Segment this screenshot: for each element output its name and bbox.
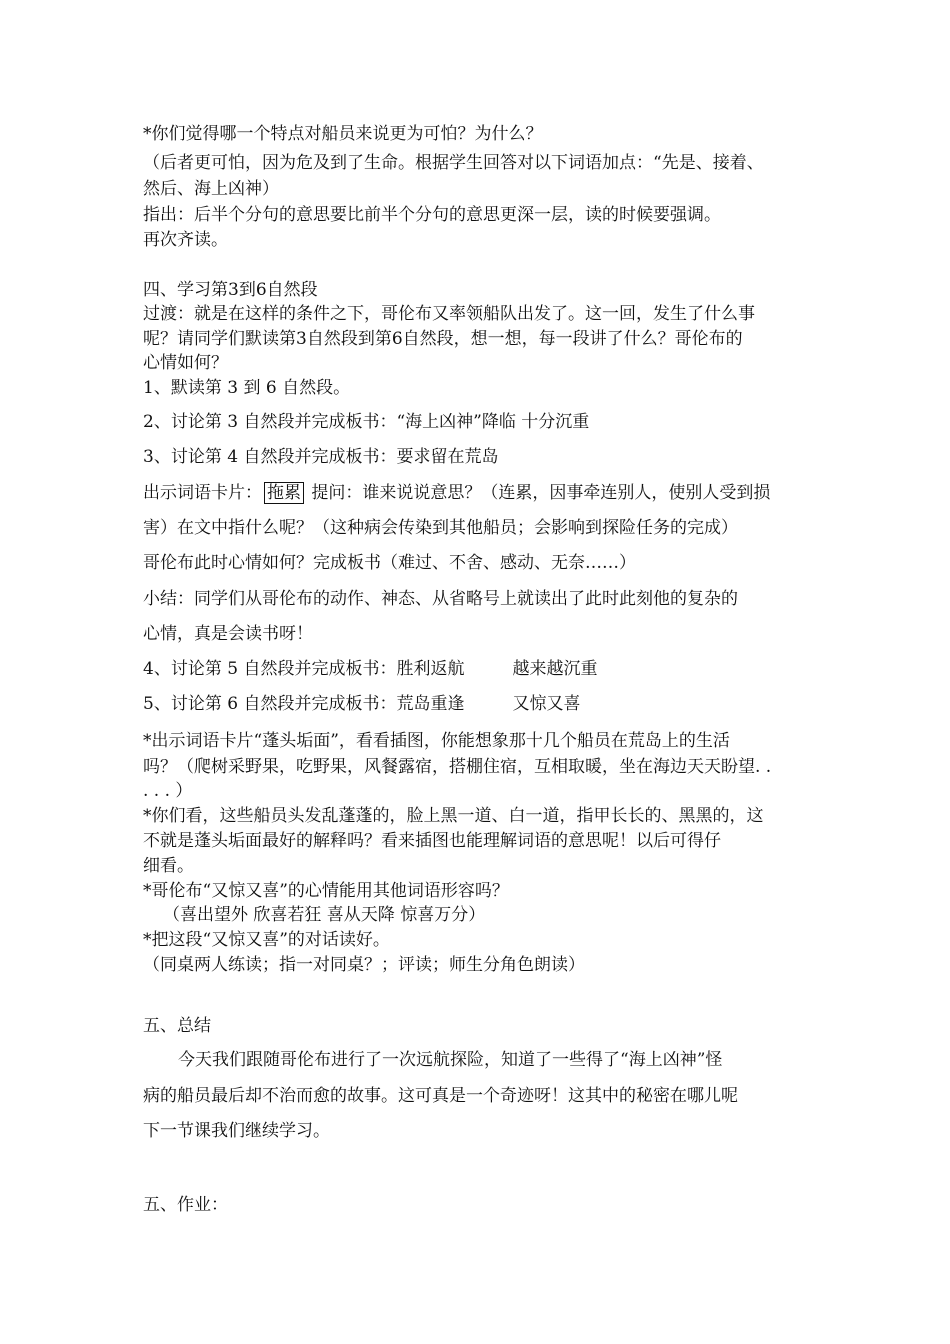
word-card-prefix: 出示词语卡片： xyxy=(143,483,262,503)
step-1: 1、默读第 3 到 6 自然段。 xyxy=(143,378,351,398)
practice-line: （同桌两人练读；指一对同桌？；评读；师生分角色朗读） xyxy=(143,955,585,975)
synonym-answers: （喜出望外 欣喜若狂 喜从天降 惊喜万分） xyxy=(163,905,486,925)
explain-line-cont: 不就是蓬头垢面最好的解释吗？看来插图也能理解词语的意思呢！以后可得仔 xyxy=(143,831,721,851)
point-out-line: 指出：后半个分句的意思要比前半个分句的意思更深一层，读的时候要强调。 xyxy=(143,205,721,225)
transition-line-cont: 呢？请同学们默读第3自然段到第6自然段，想一想，每一段讲了什么？哥伦布的 xyxy=(143,329,743,349)
answer-line: （后者更可怕，因为危及到了生命。根据学生回答对以下词语加点：“先是、接着、 xyxy=(143,153,764,173)
step-3: 3、讨论第 4 自然段并完成板书：要求留在荒岛 xyxy=(143,447,499,467)
step-5-text: 5、讨论第 6 自然段并完成板书：荒岛重逢 xyxy=(143,694,465,714)
word-card-line-cont: 害）在文中指什么呢？（这种病会传染到其他船员；会影响到探险任务的完成） xyxy=(143,518,738,538)
step-4-board: 越来越沉重 xyxy=(512,659,598,679)
conclusion-line: 今天我们跟随哥伦布进行了一次远航探险，知道了一些得了“海上凶神”怪 xyxy=(178,1050,723,1070)
word-card-line xyxy=(143,482,810,504)
step-4-text: 4、讨论第 5 自然段并完成板书：胜利返航 xyxy=(143,659,465,679)
step-5 xyxy=(143,693,810,715)
mood-question: 哥伦布此时心情如何？完成板书（难过、不舍、感动、无奈……） xyxy=(143,553,636,573)
illustration-line-end: . . . ） xyxy=(143,781,193,801)
word-card-box: 拖累 xyxy=(264,482,304,504)
summary-line: 小结：同学们从哥伦布的动作、神态、从省略号上就读出了此时此刻他的复杂的 xyxy=(143,589,738,609)
section-heading-homework: 五、作业： xyxy=(143,1195,228,1215)
illustration-line-cont: 吗？（爬树采野果，吃野果，风餐露宿，搭棚住宿，互相取暖，坐在海边天天盼望. . xyxy=(143,757,772,777)
word-card-suffix: 提问：谁来说说意思？（连累，因事牵连别人，使别人受到损 xyxy=(306,483,771,503)
question-line: *你们觉得哪一个特点对船员来说更为可怕？为什么？ xyxy=(143,124,543,144)
section-heading-4: 四、学习第3到6自然段 xyxy=(143,280,318,300)
explain-line-end: 细看。 xyxy=(143,856,194,876)
reread-line: 再次齐读。 xyxy=(143,230,228,250)
dialogue-line: *把这段“又惊又喜”的对话读好。 xyxy=(143,930,390,950)
step-5-board: 又惊又喜 xyxy=(512,694,581,714)
synonym-question: *哥伦布“又惊又喜”的心情能用其他词语形容吗？ xyxy=(143,881,509,901)
conclusion-line-cont: 病的船员最后却不治而愈的故事。这可真是一个奇迹呀！这其中的秘密在哪儿呢 xyxy=(143,1086,738,1106)
step-2: 2、讨论第 3 自然段并完成板书：“海上凶神”降临 十分沉重 xyxy=(143,412,590,432)
answer-line-cont: 然后、海上凶神） xyxy=(143,179,279,199)
step-4 xyxy=(143,658,810,680)
transition-line-end: 心情如何？ xyxy=(143,353,228,373)
illustration-line: *出示词语卡片“蓬头垢面”，看看插图，你能想象那十几个船员在荒岛上的生活 xyxy=(143,731,730,751)
explain-line: *你们看，这些船员头发乱蓬蓬的，脸上黑一道、白一道，指甲长长的、黑黑的，这 xyxy=(143,806,764,826)
section-heading-5: 五、总结 xyxy=(143,1016,211,1036)
transition-line: 过渡：就是在这样的条件之下，哥伦布又率领船队出发了。这一回，发生了什么事 xyxy=(143,304,755,324)
conclusion-line-end: 下一节课我们继续学习。 xyxy=(143,1121,330,1141)
summary-line-cont: 心情，真是会读书呀！ xyxy=(143,624,313,644)
